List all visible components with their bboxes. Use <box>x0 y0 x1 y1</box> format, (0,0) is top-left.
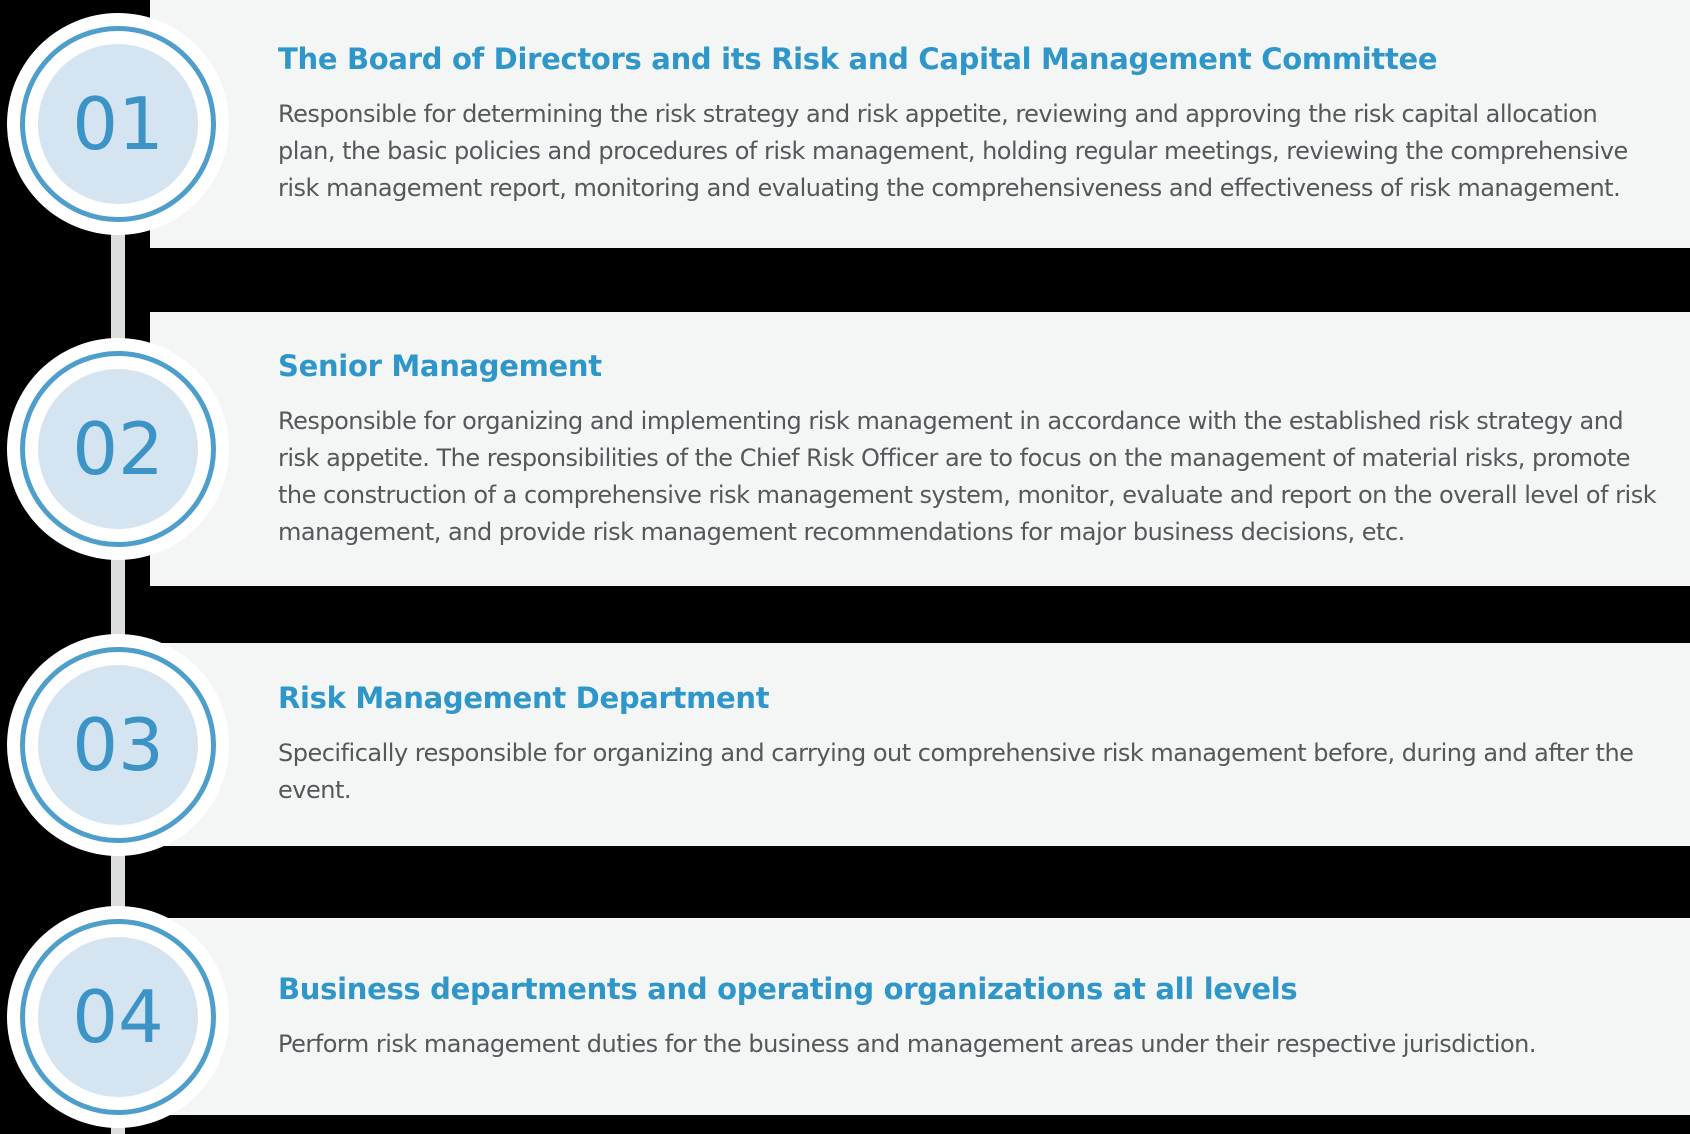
card-title: The Board of Directors and its Risk and Capital Management Committee <box>278 42 1438 76</box>
step-circle-01 <box>20 26 216 222</box>
step-number: 04 <box>72 975 164 1059</box>
card-description: Responsible for determining the risk strategy and risk appetite, reviewing and approving the risk capital allocation plan, the basic policies and procedures of risk management, holding regular meetings, reviewing the comprehensive risk management report, monitoring and evaluating the comprehensiveness and effectiveness of risk management. <box>278 100 1628 202</box>
timeline-card-business-departments <box>150 918 1690 1115</box>
card-description: Specifically responsible for organizing and carrying out comprehensive risk management before, during and after the event. <box>278 739 1634 804</box>
step-number: 02 <box>72 407 164 491</box>
timeline-card-risk-management-department <box>150 643 1690 846</box>
step-circle-fill <box>38 44 198 204</box>
step-number: 03 <box>72 703 164 787</box>
step-circle-02 <box>20 351 216 547</box>
step-circle-fill <box>38 665 198 825</box>
card-title: Senior Management <box>278 348 602 383</box>
card-title: Risk Management Department <box>278 681 770 715</box>
step-circle-fill <box>38 369 198 529</box>
step-circle-03 <box>20 647 216 843</box>
timeline-card-senior-management <box>150 312 1690 586</box>
step-number: 01 <box>72 82 164 166</box>
card-title: Business departments and operating organizations at all levels <box>278 971 1298 1006</box>
timeline-card-board-of-directors <box>150 0 1690 248</box>
card-description: Perform risk management duties for the business and management areas under their respective jurisdiction. <box>278 1029 1536 1058</box>
step-circle-04 <box>20 919 216 1115</box>
card-description: Responsible for organizing and implementing risk management in accordance with the established risk strategy and risk appetite. The responsibilities of the Chief Risk Officer are to focus on the management of material risks, promote the construction of a comprehensive risk management system, monitor, evaluate and report on the overall level of risk management, and provide risk management recommendations for major business decisions, etc. <box>278 406 1657 546</box>
step-circle-fill <box>38 937 198 1097</box>
